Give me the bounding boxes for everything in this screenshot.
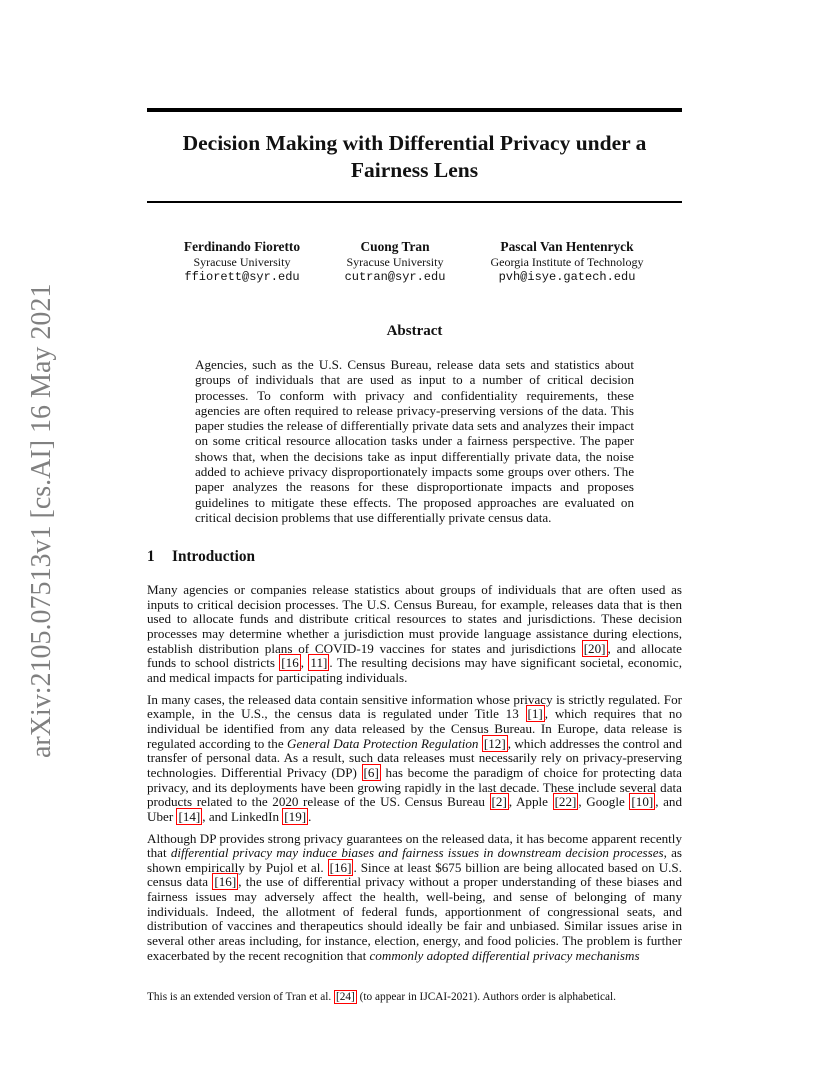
text-run: This is an extended version of Tran et al. [147, 991, 334, 1003]
citation-link[interactable]: [24] [336, 991, 355, 1003]
text-run: , [300, 655, 309, 671]
author-email[interactable]: ffiorett@syr.edu [184, 270, 300, 284]
section-title: Introduction [172, 548, 256, 565]
citation-link[interactable]: [12] [483, 735, 506, 751]
text-run: , Google [578, 794, 630, 810]
text-run: . [308, 808, 312, 824]
author-affiliation: Syracuse University [346, 255, 444, 269]
text-run: Many agencies or companies release statistics about groups of individuals that are often used as inputs to critical decision processes. The U.S. Census Bureau, for example, releases data that is then used to allocate funds and distribute critical resources to states and jurisdictions. These decision processes may determine whether a jurisdiction must provide language assistance during elections, establish distribution plans of COVID-19 vaccines for states and jurisdictions [147, 582, 682, 656]
author-email[interactable]: pvh@isye.gatech.edu [498, 270, 636, 284]
author-name: Pascal Van Hentenryck [500, 239, 634, 254]
citation-link[interactable]: [10] [631, 794, 654, 810]
text-run: , and LinkedIn [202, 808, 283, 824]
citation-link[interactable]: [14] [178, 808, 201, 824]
title-line-1: Decision Making with Differential Privacy under a [182, 131, 647, 155]
text-run: has become the paradigm of choice for protecting data privacy, and its deployments have been growing rapidly in the last decade. These include several data products related to the 2020 release of the US. Census Bureau [147, 764, 682, 810]
citation-link[interactable]: 11] [310, 655, 328, 671]
citation-link[interactable]: [2] [491, 794, 507, 810]
author-2 [322, 238, 468, 285]
citation-link[interactable]: [6] [363, 764, 379, 780]
abstract-text: Agencies, such as the U.S. Census Bureau, release data sets and statistics about groups of individuals that are used as input to a number of critical decision processes. To conform with privacy and confidentiality requirements, these agencies are often required to release privacy-preserving versions of the data. This paper studies the release of differentially private data sets and analyzes their impact on some critical resource allocation tasks under a fairness perspective. The paper shows that, when the decisions take as input differentially private data, the noise added to achieve privacy disproportionately impacts some groups over others. The paper analyzes the reasons for these disproportionate impacts and proposes guidelines to mitigate these effects. The proposed approaches are evaluated on critical decision problems that use differentially private census data. [195, 357, 634, 525]
emphasis-text: commonly adopted differential privacy mechanisms [369, 947, 640, 963]
text-run: , which addresses the control and transfer of personal data. As a result, such data releases must necessarily rely on privacy-preserving technologies. Differential Privacy (DP) [147, 735, 682, 780]
paper-title [147, 130, 682, 184]
citation-link[interactable]: [20] [583, 640, 606, 656]
citation-link[interactable]: [22] [554, 794, 577, 810]
section-number: 1 [147, 548, 155, 565]
citation-link[interactable]: [16 [281, 655, 299, 671]
footnote [147, 990, 682, 1004]
text-run: , which requires that no individual be identified from any data released by the Census Bureau. In Europe, data release is regulated according to the [147, 706, 682, 751]
citation-link[interactable]: [16] [329, 859, 352, 875]
text-run: , the use of differential privacy without a proper understanding of these biases and fairness issues may adversely affect the health, well-being, and sense of belonging of many individuals. Indeed, the allotment of federal funds, apportionment of congressional seats, and distribution of vaccines and therapeutics should ideally be fair and unbiased. Similar issues arise in several other areas including, for instance, election, energy, and food policies. The problem is further exacerbated by the recent recognition that [147, 874, 683, 963]
citation-link[interactable]: [19] [284, 808, 307, 824]
title-bottom-rule [147, 201, 682, 203]
author-email[interactable]: cutran@syr.edu [344, 270, 446, 284]
title-top-rule [147, 108, 682, 112]
text-run: (to appear in IJCAI-2021). Authors order is alphabetical. [356, 991, 616, 1003]
citation-link[interactable]: [1] [527, 706, 543, 722]
title-line-2: Fairness Lens [350, 158, 479, 182]
author-name: Ferdinando Fioretto [183, 239, 301, 254]
author-3 [477, 238, 657, 285]
introduction-body [147, 583, 682, 970]
author-affiliation: Georgia Institute of Technology [490, 255, 644, 269]
author-1 [147, 238, 337, 285]
citation-link[interactable]: [16] [214, 874, 237, 890]
author-name: Cuong Tran [360, 239, 430, 254]
section-heading-introduction [147, 548, 255, 566]
text-run: . Since at least $675 billion are being allocated based on U.S. census data [147, 859, 682, 890]
paragraph-1 [147, 583, 682, 686]
paragraph-2 [147, 693, 682, 825]
text-run: . The resulting decisions may have significant societal, economic, and medical impacts for participating individuals. [147, 655, 682, 685]
text-run: , as shown empirically by Pujol et al. [147, 845, 682, 875]
emphasis-text: General Data Protection Regulation [287, 735, 479, 751]
emphasis-text: differential privacy may induce biases and fairness issues in downstream decision processes [170, 845, 664, 861]
author-affiliation: Syracuse University [193, 255, 291, 269]
author-block [147, 238, 682, 288]
text-run: , and Uber [147, 794, 683, 824]
abstract-heading: Abstract [386, 323, 443, 339]
arxiv-sidebar-stamp: arXiv:2105.07513v1 [cs.AI] 16 May 2021 [26, 283, 57, 758]
text-run: Although DP provides strong privacy guarantees on the released data, it has become apparent recently that [147, 830, 682, 861]
text-run: , Apple [508, 794, 553, 810]
paragraph-3 [147, 832, 682, 964]
text-run: , and allocate funds to school districts [147, 640, 682, 671]
text-run: In many cases, the released data contain sensitive information whose privacy is strictly regulated. For example, in the U.S., the census data is regulated under Title 13 [147, 691, 682, 722]
